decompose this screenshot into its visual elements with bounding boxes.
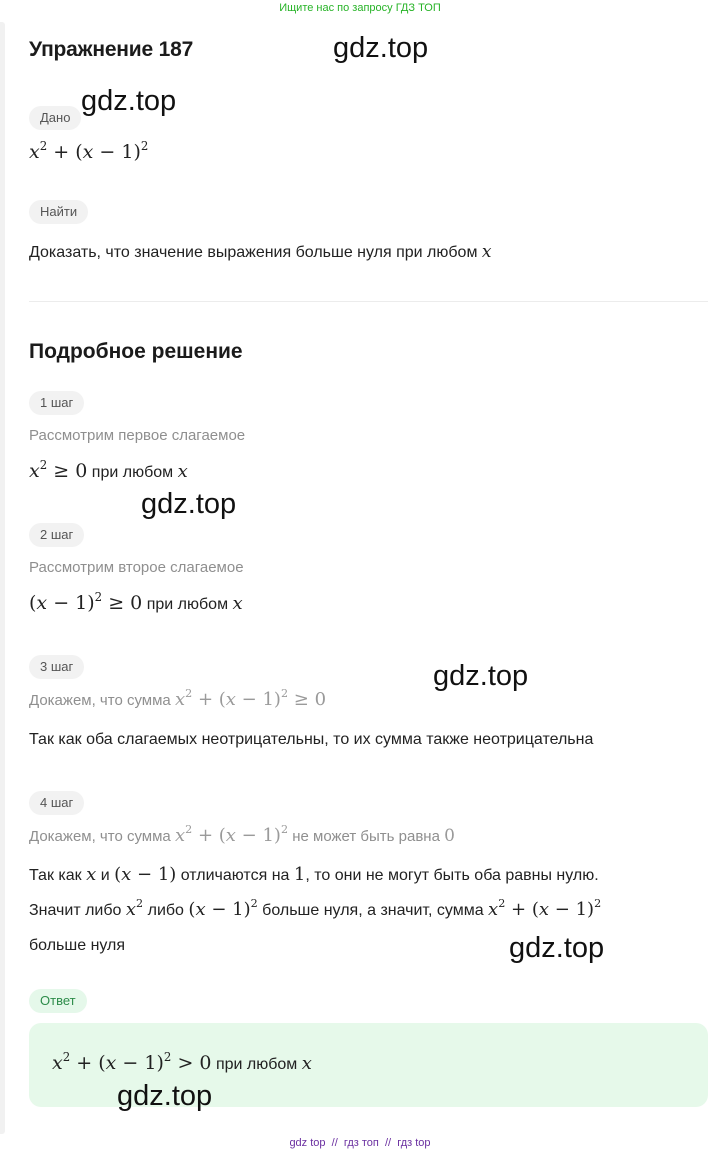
step-3-body: Так как оба слагаемых неотрицательны, то их сумма также неотрицательна — [29, 731, 594, 748]
watermark: gdz.top — [333, 32, 429, 64]
step-4-l2c: больше нуля, а значит, сумма — [262, 902, 484, 919]
step-1-label: 1 шаг — [29, 391, 84, 415]
find-label: Найти — [29, 200, 88, 224]
step-4-line-1: Так как x и (x − 1) отличаются на 1, то они не могут быть оба равны нулю. — [29, 864, 599, 885]
step-2-label: 2 шаг — [29, 523, 84, 547]
step-4-hint-tail: не может быть равна — [292, 828, 440, 845]
watermark: gdz.top — [117, 1080, 213, 1112]
step-1-word: при любом — [91, 464, 174, 481]
watermark: gdz.top — [433, 660, 529, 692]
given-expression: $x^2 + (x - 1)^2$ — [29, 138, 149, 163]
step-4-l2a: Значит либо — [29, 902, 122, 919]
footer-links[interactable]: gdz top // гдз топ // гдз top — [289, 1137, 431, 1149]
step-1-body: $x^2 \ge 0$ при любом x — [29, 457, 188, 482]
answer-body: $x^2 + (x - 1)^2 > 0$ при любом x — [52, 1049, 312, 1074]
step-4-l1c: отличаются на — [180, 867, 290, 884]
step-4-line-3: больше нуля — [29, 937, 126, 954]
step-4-l1a: Так как — [29, 867, 82, 884]
find-text: Доказать, что значение выражения больше нуля при любом — [29, 244, 478, 261]
step-2-word: при любом — [146, 596, 229, 613]
watermark: gdz.top — [81, 85, 177, 117]
step-4-hint-line: Докажем, что сумма $x^2 + (x - 1)^2$ не может быть равна 0 — [29, 823, 455, 846]
left-rail — [0, 22, 5, 1134]
given-label: Дано — [29, 106, 81, 130]
step-4-l1d: , то они не могут быть оба равны нулю. — [305, 867, 599, 884]
step-4-l1b: и — [100, 867, 110, 884]
step-4-line-2: Значит либо $x^2$ либо $(x - 1)^2$ больше нуля, а значит, сумма $x^2 + (x - 1)^2$ — [29, 897, 602, 920]
top-banner[interactable]: Ищите нас по запросу ГДЗ ТОП — [279, 2, 441, 14]
divider — [29, 301, 708, 302]
step-2-body: $(x - 1)^2 \ge 0$ при любом x — [29, 589, 243, 614]
watermark: gdz.top — [509, 932, 605, 964]
watermark: gdz.top — [141, 488, 237, 520]
find-text-line: Доказать, что значение выражения больше нуля при любом x — [29, 242, 492, 262]
step-4-l2b: либо — [147, 902, 184, 919]
answer-word: при любом — [215, 1056, 298, 1073]
step-1-hint: Рассмотрим первое слагаемое — [29, 427, 246, 444]
step-3-label: 3 шаг — [29, 655, 84, 679]
exercise-title: Упражнение 187 — [29, 38, 194, 61]
step-2-hint: Рассмотрим второе слагаемое — [29, 559, 244, 576]
step-3-hint: Докажем, что сумма — [29, 692, 171, 709]
step-3-hint-line: Докажем, что сумма $x^2 + (x - 1)^2 \ge 0$ — [29, 687, 327, 710]
answer-label: Ответ — [29, 989, 87, 1013]
step-4-label: 4 шаг — [29, 791, 84, 815]
solution-title: Подробное решение — [29, 340, 243, 363]
step-4-hint: Докажем, что сумма — [29, 828, 171, 845]
